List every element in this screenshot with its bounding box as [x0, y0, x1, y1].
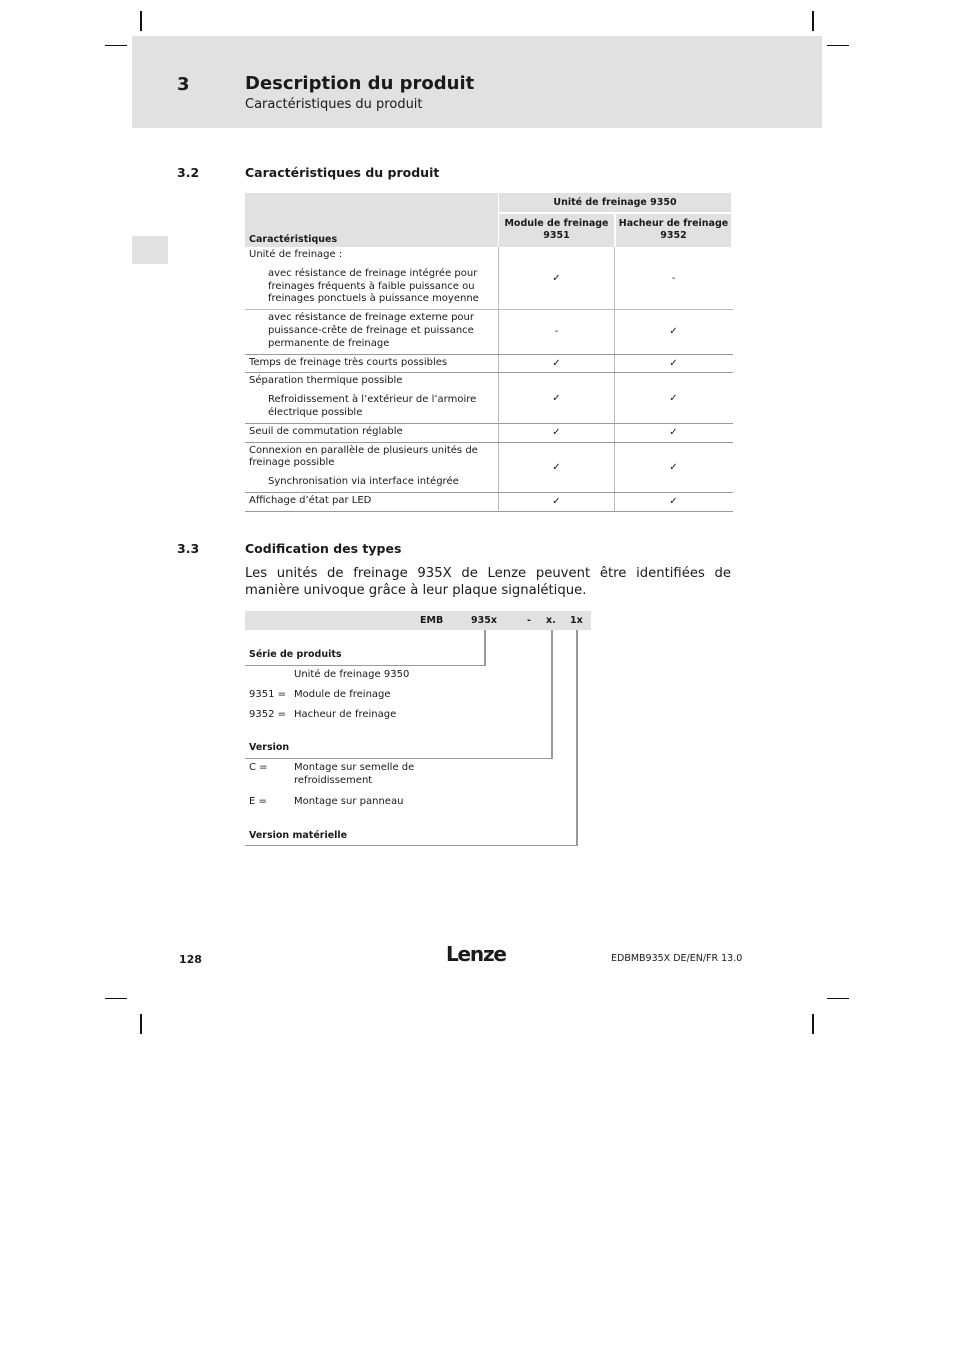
table-row	[245, 443, 733, 493]
code-part: 935x	[471, 615, 497, 626]
header-cell-chopper: Hacheur de freinage 9352	[616, 214, 731, 247]
cell-chopper: ✓	[614, 424, 732, 442]
cell-chopper: -	[614, 247, 732, 309]
connector-line	[576, 630, 578, 846]
crop-mark	[827, 998, 849, 999]
cell-module: ✓	[498, 373, 614, 422]
cell-module: ✓	[498, 424, 614, 442]
row-label: Connexion en parallèle de plusieurs unités de freinage possible Synchronisation via interface intégrée	[249, 444, 478, 488]
connector-line	[484, 630, 486, 665]
table-row	[245, 355, 733, 374]
section-title: Codification des types	[245, 541, 402, 556]
cell-module: ✓	[498, 247, 614, 309]
cell-chopper: ✓	[614, 493, 732, 511]
connector-line	[551, 630, 553, 759]
header-cell-features: Caractéristiques	[245, 193, 498, 247]
lenze-logo: Lenze	[446, 942, 506, 966]
table-row	[245, 373, 733, 423]
version-value: refroidissement	[294, 775, 373, 786]
chapter-side-tab	[132, 236, 168, 264]
code-part: x.	[546, 615, 556, 626]
connector-line	[245, 758, 553, 759]
page-number: 128	[179, 953, 202, 966]
chapter-number: 3	[177, 74, 190, 95]
features-table	[245, 193, 733, 512]
code-part: -	[527, 615, 531, 626]
row-label: Séparation thermique possible Refroidissement à l’extérieur de l’armoire électrique possible	[249, 375, 477, 418]
crop-mark	[827, 45, 849, 46]
crop-mark	[140, 11, 142, 31]
section-number: 3.3	[177, 541, 200, 556]
serie-line: Unité de freinage 9350	[294, 669, 410, 680]
chapter-header-band	[132, 36, 822, 128]
hw-version-heading: Version matérielle	[249, 830, 348, 841]
cell-module: ✓	[498, 493, 614, 511]
type-code-bar	[245, 611, 591, 630]
crop-mark	[105, 998, 127, 999]
header-cell-group: Unité de freinage 9350	[499, 193, 731, 212]
cell-module: ✓	[498, 355, 614, 373]
version-value: Montage sur semelle de	[294, 762, 415, 773]
header-cell-module: Module de freinage 9351	[499, 214, 614, 247]
serie-key: 9352 =	[249, 709, 287, 720]
serie-value: Hacheur de freinage	[294, 709, 397, 720]
cell-chopper: ✓	[614, 310, 732, 353]
table-row	[245, 247, 733, 310]
row-label: avec résistance de freinage externe pour puissance-crête de freinage et puissance permanente de freinage	[268, 312, 474, 349]
connector-line	[245, 665, 486, 666]
row-label: Seuil de commutation réglable	[249, 425, 403, 437]
intro-paragraph: Les unités de freinage 935X de Lenze peuvent être identifiées de manière univoque grâce à leur plaque signalétique.	[245, 566, 731, 598]
cell-chopper: ✓	[614, 355, 732, 373]
serie-value: Module de freinage	[294, 689, 391, 700]
crop-mark	[140, 1014, 142, 1034]
row-label: Unité de freinage : avec résistance de freinage intégrée pour freinages fréquents à faible puissance ou freinages ponctuels à puissance moyenne	[249, 249, 479, 305]
table-row	[245, 493, 733, 512]
cell-module: ✓	[498, 443, 614, 492]
serie-key: 9351 =	[249, 689, 287, 700]
serie-heading: Série de produits	[249, 649, 342, 660]
table-row	[245, 310, 733, 354]
crop-mark	[812, 11, 814, 31]
chapter-title: Description du produit	[245, 73, 475, 94]
cell-chopper: ✓	[614, 373, 732, 422]
connector-line	[245, 845, 578, 846]
version-heading: Version	[249, 742, 290, 753]
version-value: Montage sur panneau	[294, 796, 404, 807]
crop-mark	[105, 45, 127, 46]
chapter-subtitle: Caractéristiques du produit	[245, 97, 423, 112]
section-title: Caractéristiques du produit	[245, 165, 440, 180]
code-part: EMB	[420, 615, 444, 626]
crop-mark	[812, 1014, 814, 1034]
row-label: Affichage d’état par LED	[249, 494, 372, 506]
code-part: 1x	[570, 615, 583, 626]
version-key: E =	[249, 796, 267, 807]
version-key: C =	[249, 762, 268, 773]
document-code: EDBMB935X DE/EN/FR 13.0	[611, 953, 743, 964]
cell-chopper: ✓	[614, 443, 732, 492]
section-number: 3.2	[177, 165, 200, 180]
cell-module: -	[498, 310, 614, 353]
table-row	[245, 424, 733, 443]
row-label: Temps de freinage très courts possibles	[249, 356, 448, 368]
table-header	[245, 193, 733, 247]
